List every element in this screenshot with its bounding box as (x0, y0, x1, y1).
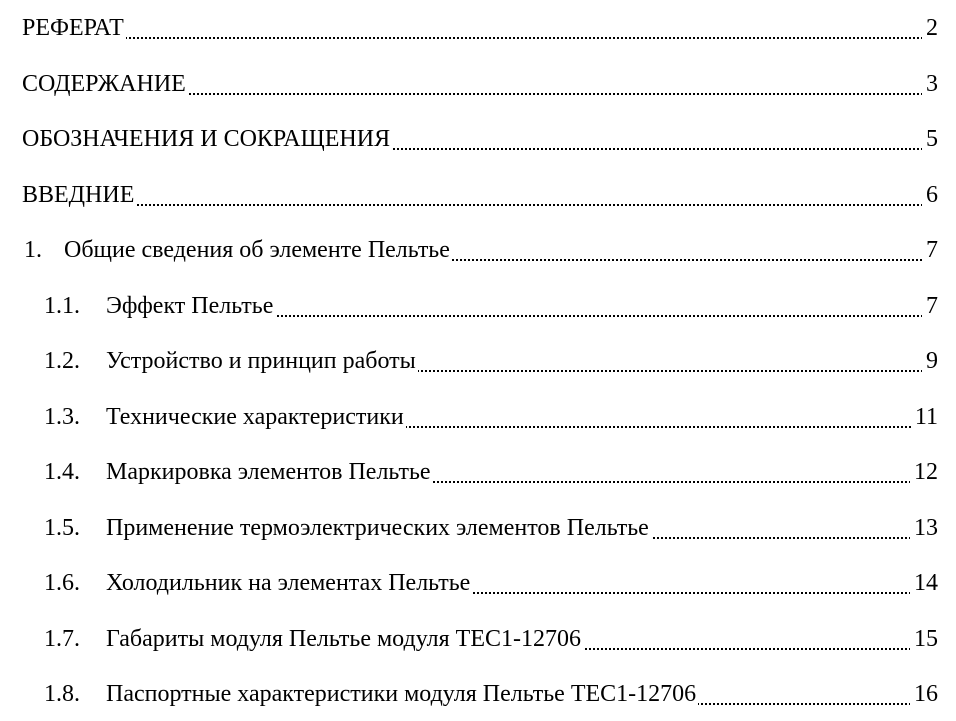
toc-entry-title: ОБОЗНАЧЕНИЯ И СОКРАЩЕНИЯ (22, 119, 392, 159)
toc-entry-section-1-8[interactable] (0, 674, 956, 714)
toc-entry-title: Применение термоэлектрических элементов Пельтье (106, 508, 651, 548)
toc-entry-page: 15 (910, 619, 938, 659)
toc-entry-title: Эффект Пельтье (106, 286, 275, 326)
toc-entry-page: 12 (910, 452, 938, 492)
toc-entry-section-1-7[interactable] (0, 619, 956, 659)
toc-entry-number: 1.2. (44, 348, 80, 374)
toc-entry-page: 14 (910, 563, 938, 603)
toc-entry-abbreviations[interactable] (0, 119, 956, 159)
toc-entry-section-1-2[interactable] (0, 341, 956, 381)
toc-entry-contents[interactable] (0, 64, 956, 104)
toc-entry-title: ВВЕДНИЕ (22, 175, 136, 215)
toc-entry-page: 3 (922, 64, 938, 104)
toc-entry-title: Холодильник на элементах Пельтье (106, 563, 472, 603)
toc-entry-page: 2 (922, 8, 938, 48)
toc-entry-title: Технические характеристики (106, 397, 406, 437)
toc-entry-number: 1.8. (44, 681, 80, 707)
toc-entry-page: 6 (922, 175, 938, 215)
toc-entry-section-1-5[interactable] (0, 508, 956, 548)
toc-entry-section-1-3[interactable] (0, 397, 956, 437)
toc-entry-number: 1.6. (44, 570, 80, 596)
toc-entry-page: 5 (922, 119, 938, 159)
dot-leader (22, 35, 938, 39)
dot-leader (22, 202, 938, 206)
toc-entry-title: Устройство и принцип работы (106, 341, 418, 381)
toc-entry-page: 13 (910, 508, 938, 548)
toc-entry-number: 1.7. (44, 626, 80, 652)
toc-entry-title: Габариты модуля Пельтье модуля TEC1-12706 (106, 619, 583, 659)
toc-entry-number: 1. (24, 237, 42, 263)
toc-entry-number: 1.3. (44, 404, 80, 430)
toc-entry-title: СОДЕРЖАНИЕ (22, 64, 188, 104)
toc-entry-number: 1.4. (44, 459, 80, 485)
toc-entry-chapter-1[interactable] (0, 230, 956, 270)
toc-entry-page: 11 (911, 397, 938, 437)
toc-entry-page: 16 (910, 674, 938, 714)
toc-entry-page: 9 (922, 341, 938, 381)
toc-entry-title: Паспортные характеристики модуля Пельтье TEC1-12706 (106, 674, 698, 714)
toc-entry-title: РЕФЕРАТ (22, 8, 126, 48)
toc-entry-title: Маркировка элементов Пельтье (106, 452, 433, 492)
toc-entry-page: 7 (922, 230, 938, 270)
toc-entry-number: 1.5. (44, 515, 80, 541)
toc-entry-abstract[interactable] (0, 8, 956, 48)
toc-entry-section-1-1[interactable] (0, 286, 956, 326)
toc-entry-section-1-4[interactable] (0, 452, 956, 492)
toc-entry-number: 1.1. (44, 293, 80, 319)
toc-entry-introduction[interactable] (0, 175, 956, 215)
toc-entry-title: Общие сведения об элементе Пельтье (64, 230, 452, 270)
toc-entry-section-1-6[interactable] (0, 563, 956, 603)
toc-entry-page: 7 (922, 286, 938, 326)
